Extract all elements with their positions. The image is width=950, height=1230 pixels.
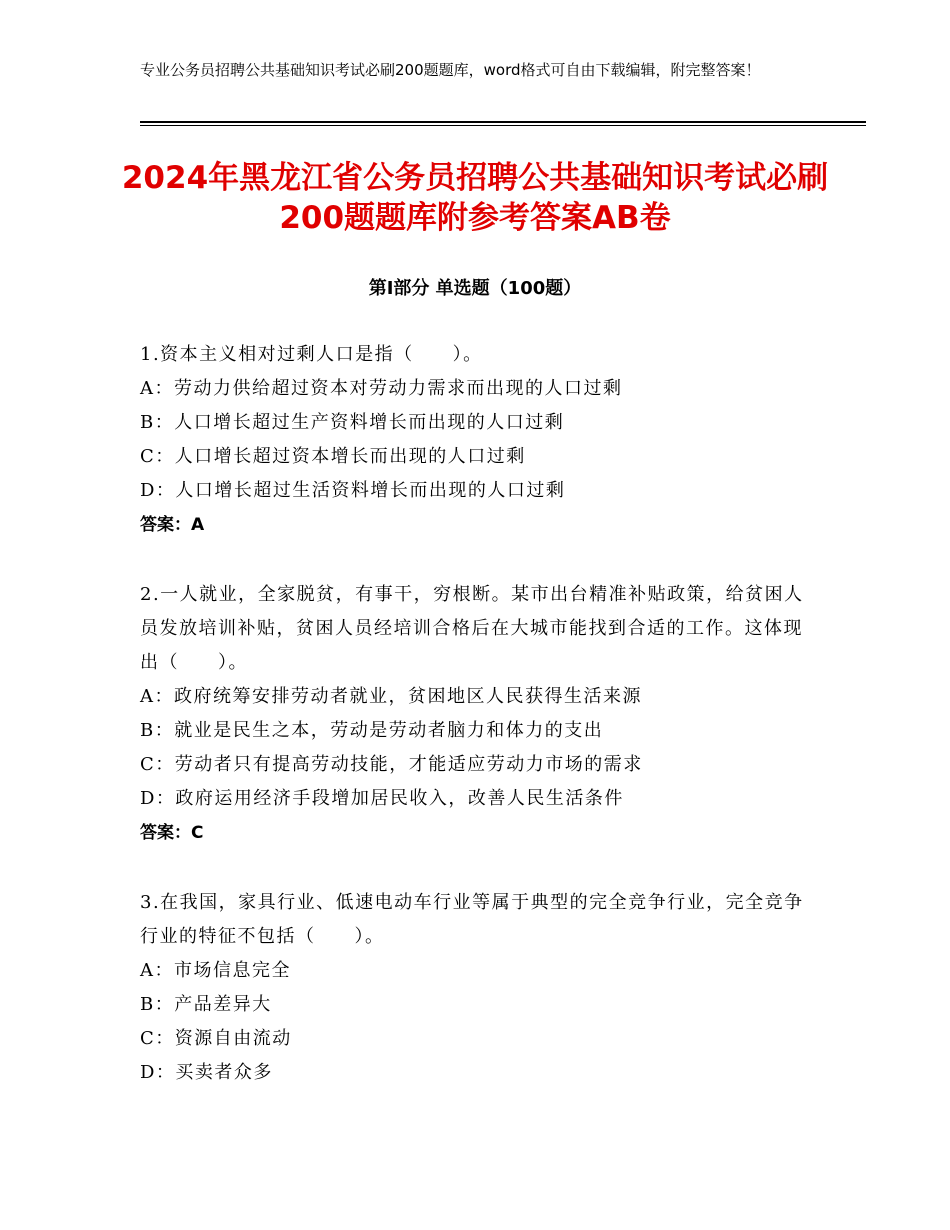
option-a: A：劳动力供给超过资本对劳动力需求而出现的人口过剩 [140,378,623,399]
question-3 [140,886,820,1090]
answer: 答案：C [140,823,204,843]
question-list [140,338,820,1126]
option-a: A：政府统筹安排劳动者就业，贫困地区人民获得生活来源 [140,686,642,707]
question-stem: 2.一人就业，全家脱贫，有事干，穷根断。某市出台精准补贴政策，给贫困人员发放培训补贴，贫困人员经培训合格后在大城市能找到合适的工作。这体现出（ ）。 [140,584,804,673]
option-c: C：劳动者只有提高劳动技能，才能适应劳动力市场的需求 [140,754,643,775]
header-note: 专业公务员招聘公共基础知识考试必刷200题题库，word格式可自由下载编辑，附完整答案！ [140,61,761,79]
option-a: A：市场信息完全 [140,960,291,981]
section-heading: 第Ⅰ部分 单选题（100题） [368,278,582,299]
question-stem: 1.资本主义相对过剩人口是指（ ）。 [140,344,483,365]
header-rule-thick [140,121,866,123]
option-d: D：买卖者众多 [140,1062,273,1083]
question-2 [140,578,820,850]
question-1 [140,338,820,542]
answer: 答案：A [140,515,205,535]
option-d: D：政府运用经济手段增加居民收入，改善人民生活条件 [140,788,624,809]
question-stem: 3.在我国，家具行业、低速电动车行业等属于典型的完全竞争行业，完全竞争行业的特征不包括（ ）。 [140,892,804,947]
option-b: B：就业是民生之本，劳动是劳动者脑力和体力的支出 [140,720,604,741]
header-rule-thin [140,125,866,126]
option-c: C：资源自由流动 [140,1028,292,1049]
option-b: B：人口增长超过生产资料增长而出现的人口过剩 [140,412,565,433]
option-d: D：人口增长超过生活资料增长而出现的人口过剩 [140,480,566,501]
option-c: C：人口增长超过资本增长而出现的人口过剩 [140,446,526,467]
option-b: B：产品差异大 [140,994,272,1015]
document-title: 2024年黑龙江省公务员招聘公共基础知识考试必刷200题题库附参考答案AB卷 [121,160,829,236]
